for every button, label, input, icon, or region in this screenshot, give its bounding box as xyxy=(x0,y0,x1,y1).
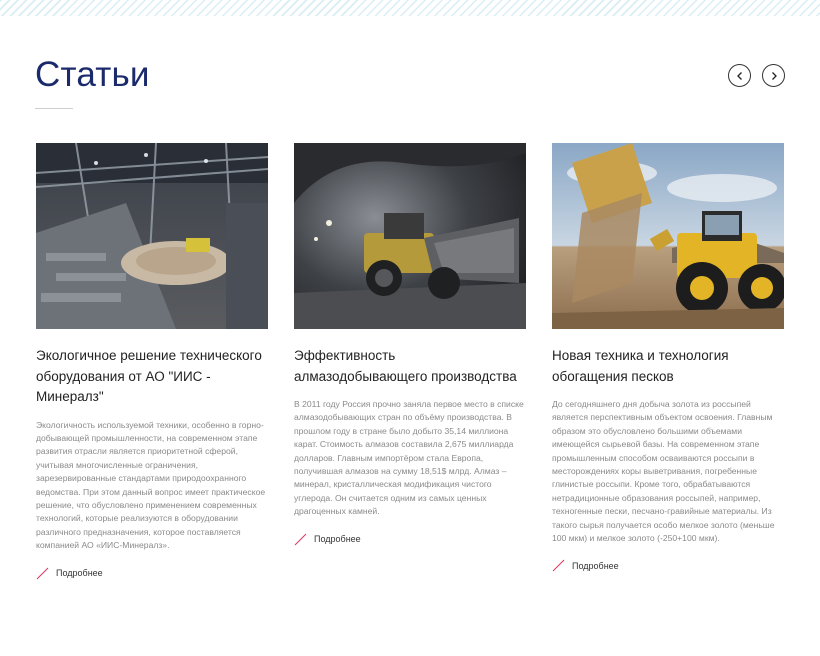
top-decorative-pattern xyxy=(0,0,820,16)
section-title: Статьи xyxy=(35,55,150,94)
slash-accent-icon xyxy=(552,559,565,572)
slash-accent-icon xyxy=(36,567,49,580)
article-image-underground-loader[interactable] xyxy=(294,143,526,329)
read-more-label: Подробнее xyxy=(572,560,619,571)
article-card xyxy=(294,143,526,546)
processing-plant-photo xyxy=(36,143,268,329)
article-title[interactable]: Эффективность алмазодобывающего производства xyxy=(294,348,517,384)
article-title[interactable]: Новая техника и технология обогащения песков xyxy=(552,348,729,384)
article-title[interactable]: Экологичное решение технического оборудования от АО "ИИС - Минералз" xyxy=(36,348,262,404)
underground-loader-photo xyxy=(294,143,526,329)
title-underline xyxy=(35,108,73,109)
read-more-link[interactable] xyxy=(552,559,784,572)
article-card xyxy=(36,143,268,580)
read-more-link[interactable] xyxy=(36,567,268,580)
article-excerpt: До сегодняшнего дня добыча золота из россыпей является перспективным объектом освоения. Главным образом это обусловлено большими объемами имеющейся сырьевой базы. На современном этапе промышленным способом осваиваются россыпи в месторождениях коры выветривания, погребенные глинистые россыпи. Кроме того, обрабатываются нетрадиционные образования россыпей, например, техногенные пески, песчано-гравийные материалы. Из такого сырья получается особо мелкое золото (меньше 100 мкм) и мелкое золото (-250+100 мкм). xyxy=(552,399,775,544)
carousel-next-button[interactable] xyxy=(762,64,785,87)
wheel-loader-photo xyxy=(552,143,784,329)
article-image-processing-plant[interactable] xyxy=(36,143,268,329)
read-more-label: Подробнее xyxy=(56,568,103,579)
read-more-link[interactable] xyxy=(294,533,526,546)
chevron-right-icon xyxy=(769,71,779,81)
carousel-prev-button[interactable] xyxy=(728,64,751,87)
slash-accent-icon xyxy=(294,533,307,546)
article-image-wheel-loader[interactable] xyxy=(552,143,784,329)
article-excerpt: В 2011 году Россия прочно заняла первое место в списке алмазодобывающих стран по объёму производства. В прошлом году в стране было добыто 35,14 миллиона карат. Стоимость алмазов составила 2,675 миллиарда долларов. Главным импортёром стала Европа, получившая алмазов на сумму 18,51$ млрд. Алмаз – минерал, кристаллическая модификация чистого углерода. Он считается одним из самых ценных драгоценных камней. xyxy=(294,399,524,517)
read-more-label: Подробнее xyxy=(314,534,361,545)
article-excerpt: Экологичность используемой техники, особенно в горно-добывающей промышленности, на современном этапе развития отрасли является приоритетной сферой, учитывая многочисленные ограничения, зарезервированные стандартами природоохранного ведомства. При этом данный вопрос имеет практическое решение, что обусловлено применением современных технологий, которые реализуются в оборудовании различного предназначения, которое поставляется компанией АО «ИИС-Минералз». xyxy=(36,419,266,551)
article-card xyxy=(552,143,784,572)
chevron-left-icon xyxy=(735,71,745,81)
